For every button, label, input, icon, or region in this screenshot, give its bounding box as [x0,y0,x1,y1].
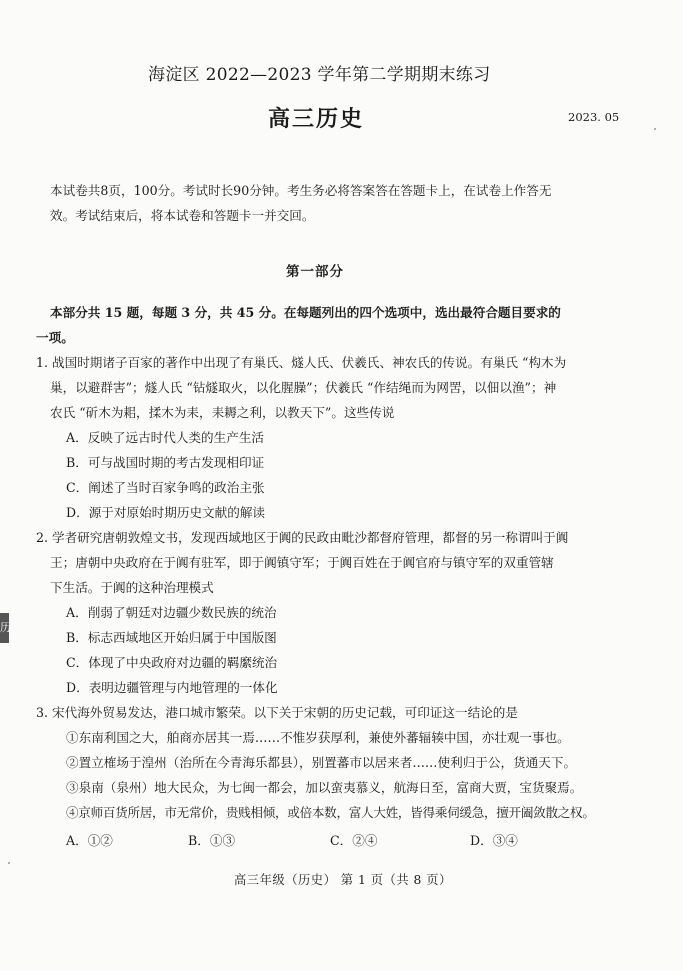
exam-header-title: 海淀区 2022—2023 学年第二学期期末练习 [148,65,491,85]
question-2-stem: 2. 学者研究唐朝敦煌文书，发现西域地区于阗的民政由毗沙都督府管理，都督的另一称谓叫于阗 [36,530,569,545]
instructions-line: 本试卷共8页，100分。考试时长90分钟。考生务必将答案答在答题卡上，在试卷上作答无 [50,183,552,198]
section-intro-line: 本部分共 15 题，每题 3 分，共 45 分。在每题列出的四个选项中，选出最符合题目要求的 [50,305,561,320]
question-2-stem: 王；唐朝中央政府在于阗有驻军，即于阗镇守军；于阗百姓在于阗官府与镇守军的双重管辖 [50,555,554,570]
question-3-stem: 3. 宋代海外贸易发达，港口城市繁荣。以下关于宋朝的历史记载，可印证这一结论的是 [36,705,518,720]
question-1-stem: 1. 战国时期诸子百家的著作中出现了有巢氏、燧人氏、伏羲氏、神农氏的传说。有巢氏 “构木为 [36,355,567,370]
question-3-option-a: A．①② [66,833,113,848]
question-3-source-3: ③泉南（泉州）地大民众，为七闽一都会，加以蛮夷慕义，航海日至，富商大贾，宝货聚焉。 [66,780,583,795]
question-2-option-a: A．削弱了朝廷对边疆少数民族的统治 [66,605,277,620]
question-1-option-a: A．反映了远古时代人类的生产生活 [66,430,265,445]
question-2-option-c: C．体现了中央政府对边疆的羁縻统治 [66,655,278,670]
question-2-option-d: D．表明边疆管理与内地管理的一体化 [66,680,278,695]
question-2-option-b: B．标志西域地区开始归属于中国版图 [66,630,277,645]
exam-date: 2023. 05 [568,110,620,124]
instructions-line: 效。考试结束后，将本试卷和答题卡一并交回。 [50,208,315,223]
binding-edge-mark: 历 [0,613,9,643]
page-footer: 高三年级（历史） 第 1 页（共 8 页） [234,873,452,887]
exam-subject-title: 高三历史 [268,106,365,132]
question-3-option-c: C．②④ [330,833,378,848]
question-2-stem: 下生活。于阗的这种治理模式 [50,580,214,595]
question-1-option-d: D．源于对原始时期历史文献的解读 [66,505,266,520]
question-1-option-c: C．阐述了当时百家争鸣的政治主张 [66,480,265,495]
question-3-option-b: B．①③ [188,833,236,848]
section-intro-line: 一项。 [36,330,74,345]
scan-speck [654,128,656,130]
question-3-source-1: ①东南利国之大，舶商亦居其一焉……不惟岁获厚利，兼使外蕃辐辏中国，亦壮观一事也。 [66,730,570,745]
scan-speck [8,862,10,864]
question-3-source-4: ④京师百货所居，市无常价，贵贱相倾，或倍本数，富人大姓，皆得乘伺缓急，擅开阖敛散之权。 [66,805,595,820]
question-1-stem: 农氏 “斫木为耜，揉木为耒，耒耨之利，以教天下”。这些传说 [50,405,395,420]
question-3-source-2: ②置立榷场于湟州（治所在今青海乐都县），别置蕃市以居来者……使利归于公，货通天下。 [66,755,577,770]
question-1-option-b: B．可与战国时期的考古发现相印证 [66,455,265,470]
section-title: 第一部分 [286,264,344,280]
question-1-stem: 巢，以避群害”；燧人氏 “钻燧取火，以化腥臊”；伏羲氏 “作结绳而为网罟，以佃以渔”；神 [50,380,557,395]
question-3-option-d: D．③④ [470,833,518,848]
